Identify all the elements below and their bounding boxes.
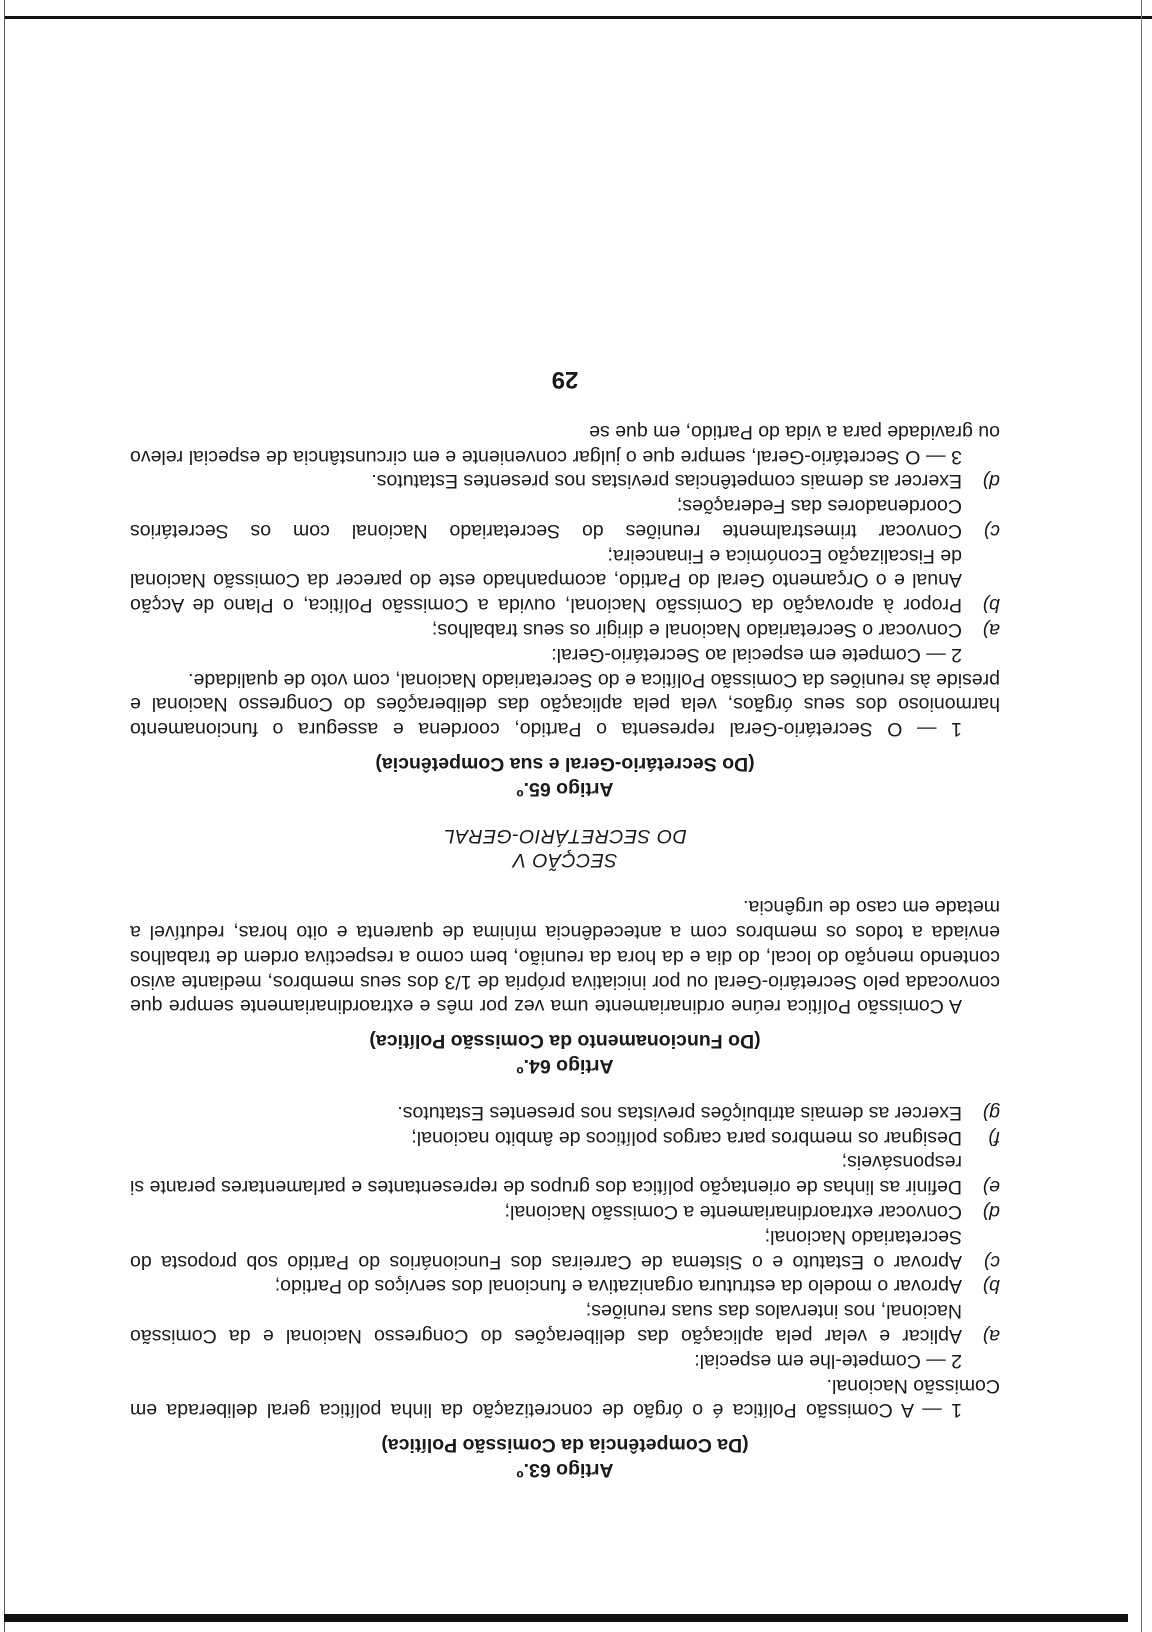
item-text: Convocar extraordinariamente a Comissão Nacional;: [504, 1201, 962, 1224]
item-text: Designar os membros para cargos políticos de âmbito nacional;: [411, 1126, 962, 1149]
article-65-item-d: [130, 469, 1000, 494]
item-letter: c): [983, 1250, 1000, 1273]
item-letter: a): [982, 619, 1000, 642]
item-text: Exercer as demais atribuições previstas nos presentes Estatutos.: [397, 1101, 962, 1124]
page-content: [130, 342, 1000, 1482]
article-63-item-a: [130, 1298, 1000, 1348]
item-letter: e): [982, 1176, 1000, 1199]
article-65-heading: Artigo 65.º: [516, 777, 614, 800]
article-63-title: (Da Competência da Comissão Política): [381, 1434, 749, 1457]
article-63-item-b: [130, 1274, 1000, 1299]
article-63-item-c: [130, 1224, 1000, 1274]
item-letter: c): [983, 519, 1000, 542]
item-letter: a): [982, 1325, 1000, 1348]
item-text: Convocar trimestralmente reuniões do Secretariado Nacional com os Secretários Coordenadores das Federações;: [130, 495, 962, 542]
item-letter: d): [982, 470, 1000, 493]
article-63-paragraph-1: 1 — A Comissão Política é o órgão de concretização da linha política geral deliberada em Comissão Nacional.: [130, 1374, 1000, 1422]
item-text: Aplicar e velar pela aplicação das deliberações do Congresso Nacional e da Comissão Nacional, nos intervalos das suas reuniões;: [130, 1300, 962, 1348]
article-65-item-a: [130, 617, 1000, 642]
page-number: 29: [551, 365, 579, 393]
article-63-heading: Artigo 63.º: [516, 1459, 614, 1481]
item-letter: g): [982, 1101, 1000, 1124]
article-64-paragraph-1: A Comissão Política reúne ordinariamente uma vez por mês e extraordinariamente sempre que convocada pelo Secretário-Geral ou por iniciativa própria de 1/3 dos seus membros, mediante aviso contendo menção do local, do dia e da hora da reunião, bem como a respectiva ordem de trabalhos enviada a todos os membros com a antecedência mínima de quarenta e oito horas, redutível a metade em caso de urgência.: [130, 896, 1000, 1018]
item-text: Exercer as demais competências previstas nos presentes Estatutos.: [371, 470, 962, 493]
article-65-paragraph-3: 3 — O Secretário-Geral, sempre que o julgar conveniente e em circunstância de especial relevo ou gravidade para a vida do Partido, em que se: [130, 420, 1000, 468]
item-text: Aprovar o Estatuto e o Sistema de Carreiras dos Funcionários do Partido sob proposta do Secretariado Nacional;: [130, 1225, 962, 1273]
article-64-title: (Do Funcionamento da Comissão Política): [369, 1030, 761, 1053]
item-text: Convocar o Secretariado Nacional e dirigir os seus trabalhos;: [431, 619, 962, 642]
article-65-item-b: [130, 543, 1000, 617]
article-63-item-d: [130, 1199, 1000, 1224]
article-64-heading: Artigo 64.º: [516, 1055, 614, 1078]
article-63-paragraph-2: 2 — Compete-lhe em especial:: [694, 1349, 962, 1372]
article-65-item-c: [130, 493, 1000, 543]
section-name: DO SECRETÁRIO-GERAL: [443, 824, 687, 847]
item-text: Aprovar o modelo da estrutura organizativa e funcional dos serviços do Partido;: [274, 1275, 962, 1298]
item-letter: f): [988, 1126, 1000, 1149]
item-text: Propor à aprovação da Comissão Nacional, ouvida a Comissão Política, o Plano de Acção Anual e o Orçamento Geral do Partido, acompanhado este do parecer da Comissão Nacional de Fiscalização Económica e Financeira;: [130, 544, 962, 617]
article-63-item-f: [130, 1125, 1000, 1150]
item-letter: d): [982, 1201, 1000, 1224]
article-63-item-g: [130, 1100, 1000, 1125]
section-number: SECÇÃO V: [512, 849, 618, 872]
article-65-title: (Do Secretário-Geral e sua Competência): [375, 753, 755, 776]
item-text: Definir as linhas de orientação política dos grupos de representantes e parlamentares perante si responsáveis;: [130, 1151, 962, 1199]
item-letter: b): [982, 1275, 1000, 1298]
article-65-paragraph-1: 1 — O Secretário-Geral representa o Partido, coordena e assegura o funcionamento harmonioso dos seus órgãos, vela pela aplicação das deliberações do Congresso Nacional e preside às reuniões da Comissão Política e do Secretariado Nacional, com voto de qualidade.: [130, 668, 1000, 741]
article-63-item-e: [130, 1150, 1000, 1200]
article-65-paragraph-2: 2 — Compete em especial ao Secretário-Geral:: [551, 643, 962, 666]
item-letter: b): [982, 594, 1000, 617]
